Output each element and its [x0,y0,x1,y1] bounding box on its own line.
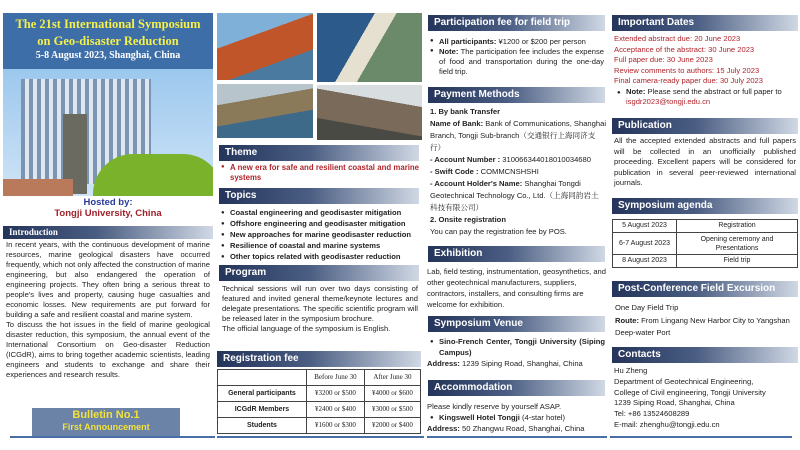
coast-photo-1 [217,13,313,80]
venue-address: Address: 1239 Siping Road, Shanghai, China [427,359,583,368]
accommodation-text [427,401,605,434]
topics-list [221,207,425,262]
divider [610,436,792,438]
section-header-venue: Symposium Venue [428,316,605,332]
section-header-topics: Topics [219,188,419,204]
section-header-theme: Theme [219,145,419,161]
field-trip-fee-text [430,37,604,77]
section-header-program: Program [219,265,419,281]
excursion-route: Route: From Lingang New Harbor City to Yangshan Deep-water Port [615,315,790,337]
program-p2: The official language of the symposium is English. [222,324,391,334]
theme-text: ● A new era for safe and resilient coastal and marine systems [221,163,419,184]
table-header [218,370,307,386]
account-holder: - Account Holder's Name: Shanghai Tongdi Geotechnical Technology Co., Ltd.（上海同韵岩土科技有限公司） [430,179,599,212]
section-header-dates: Important Dates [612,15,798,31]
hosted-label: Hosted by: [83,197,133,208]
table-row: General participants ¥3200 or $500 ¥4000 or $600 [218,386,421,402]
date-item: Review comments to authors: 15 July 2023 [614,65,760,75]
divider [10,436,215,438]
bulletin-box [32,408,180,436]
section-header-agenda: Symposium agenda [612,198,798,214]
section-header-accommodation: Accommodation [428,380,605,396]
table-row: 8 August 2023 Field trip [613,255,798,268]
bank-name: Name of Bank: Bank of Communications, Shanghai Branch, Tongji Sub-branch（交通银行上海同济支行） [430,119,607,152]
dates-list [614,34,798,108]
bulletin-number: Bulletin No.1 [72,409,140,421]
section-header-payment: Payment Methods [428,87,605,103]
coast-photo-3 [217,84,313,138]
section-header-introduction: Introduction [3,226,213,239]
contact-line: Tel: +86 13524608289 [614,409,690,419]
section-header-exhibition: Exhibition [428,246,605,262]
contact-line: Hu Zheng [614,366,648,375]
venue-text [427,336,605,369]
table-row: 5 August 2023 Registration [613,220,798,233]
section-header-publication: Publication [612,118,798,134]
topic-item: ● Offshore engineering and geodisaster mitigation [221,218,425,229]
divider [217,436,424,438]
agenda-table [612,219,798,268]
coast-photo-4 [317,85,422,140]
venue-name: ● Sino-French Center, Tongji University (Siping Campus) [430,336,605,358]
topic-item: ● Other topics related with geodisaster reduction [221,251,425,262]
date-item: Extended abstract due: 20 June 2023 [614,34,741,43]
table-row: 6-7 August 2023 Opening ceremony and Presentations [613,233,798,255]
section-header-field-trip-fee: Participation fee for field trip [428,15,605,31]
table-header: Before June 30 [306,370,364,386]
account-number: - Account Number : 310066344018010034680 [430,155,591,164]
bulletin-subtitle: First Announcement [62,422,150,432]
title-line1: The 21st International Symposium [15,17,201,31]
fee-note: ● Note: The participation fee includes the expense of food and transportation during the one-day field trip. [430,47,604,77]
date-item: Full paper due: 30 June 2023 [614,55,713,64]
title-line2: on Geo-disaster Reduction [37,33,179,48]
fee-all-participants: ● All participants: ¥1200 or $200 per person [430,37,604,47]
campus-photo [3,69,213,196]
intro-text [6,240,210,380]
intro-p2: To discuss the hot issues in the field of marine geological disaster reduction, this symposium, the annual event of the International Consortium on Geo-disaster Reduction (ICGdR), aims to bring together academic scientists, leading engineers and students to exchange and share their experiences and research results. [6,320,210,380]
publication-text: All the accepted extended abstracts and full papers will be collected in an unofficially published proceeding. Excellent papers will be considered for publication in several peer-reviewed international journals. [614,136,796,187]
payment-method-2-text: You can pay the registration fee by POS. [430,227,567,236]
excursion-text [615,302,795,340]
hotel-address: Address: 50 Zhangwu Road, Shanghai, China [427,424,585,433]
contact-line: Department of Geotechnical Engineering, [614,376,754,386]
contacts-text [614,366,798,431]
table-header: After June 30 [364,370,420,386]
payment-method-1: 1. By bank Transfer [430,107,501,116]
hosted-by [3,197,213,219]
contact-line: 1239 Siping Road, Shanghai, China [614,398,735,408]
topic-item: ● Resilience of coastal and marine systems [221,240,425,251]
topic-item: ● New approaches for marine geodisaster reduction [221,229,425,240]
accommodation-note: Please kindly reserve by yourself ASAP. [427,402,562,411]
topic-item: ● Coastal engineering and geodisaster mitigation [221,207,425,218]
section-header-registration: Registration fee [217,351,421,367]
table-row: Students ¥1600 or $300 ¥2000 or $400 [218,418,421,434]
payment-text [430,106,606,238]
program-text [222,284,418,334]
registration-table [217,369,421,434]
divider [427,436,607,438]
date-place: 5-8 August 2023, Shanghai, China [35,50,181,61]
program-p1: Technical sessions will run over two days consisting of featured and invited general theme/keynote lectures and delegate presentations. The specific scientific program will be released later in the symposium brochure. [222,284,418,324]
dates-note: ● Note: Please send the abstract or full paper to isgdr2023@tongji.edu.cn [617,87,798,108]
payment-method-2: 2. Onsite registration [430,215,506,224]
exhibition-text: Lab, field testing, instrumentation, geosynthetics, and other geotechnical manufacturers, suppliers, contractors, installers, and consulting firms are welcome for exhibition. [427,267,606,309]
host-name: Tongji University, China [54,208,162,219]
excursion-line: One Day Field Trip [615,303,679,312]
table-row: ICGdR Members ¥2400 or $400 ¥3000 or $500 [218,402,421,418]
date-item: Final camera-ready paper due: 30 July 2023 [614,76,764,85]
coast-photo-2 [317,13,422,82]
contact-email[interactable]: E-mail: zhenghu@tongji.edu.cn [614,419,720,429]
email-link[interactable]: isgdr2023@tongji.edu.cn [626,97,711,106]
section-header-contacts: Contacts [612,347,798,363]
section-header-excursion: Post-Conference Field Excursion [612,281,798,297]
swift-code: - Swift Code : COMMCNSHSHI [430,167,539,176]
intro-p1: In recent years, with the continuous development of marine resources, marine geological disasters have occurred frequently, which not only affected the construction of marine engineering, but also endangered the operation of engineering projects. They often bring a serious threat to people's lives and property, causing huge casualties and economic losses. New requirements are put forward for building a safe and resilient coastal and marine system. [6,240,210,320]
hotel: ● Kingswell Hotel Tongji (4-star hotel) [430,412,605,423]
date-item: Acceptance of the abstract: 30 June 2023 [614,44,755,54]
header-banner [3,13,213,69]
contact-line: College of Civil engineering, Tongji University [614,387,766,397]
